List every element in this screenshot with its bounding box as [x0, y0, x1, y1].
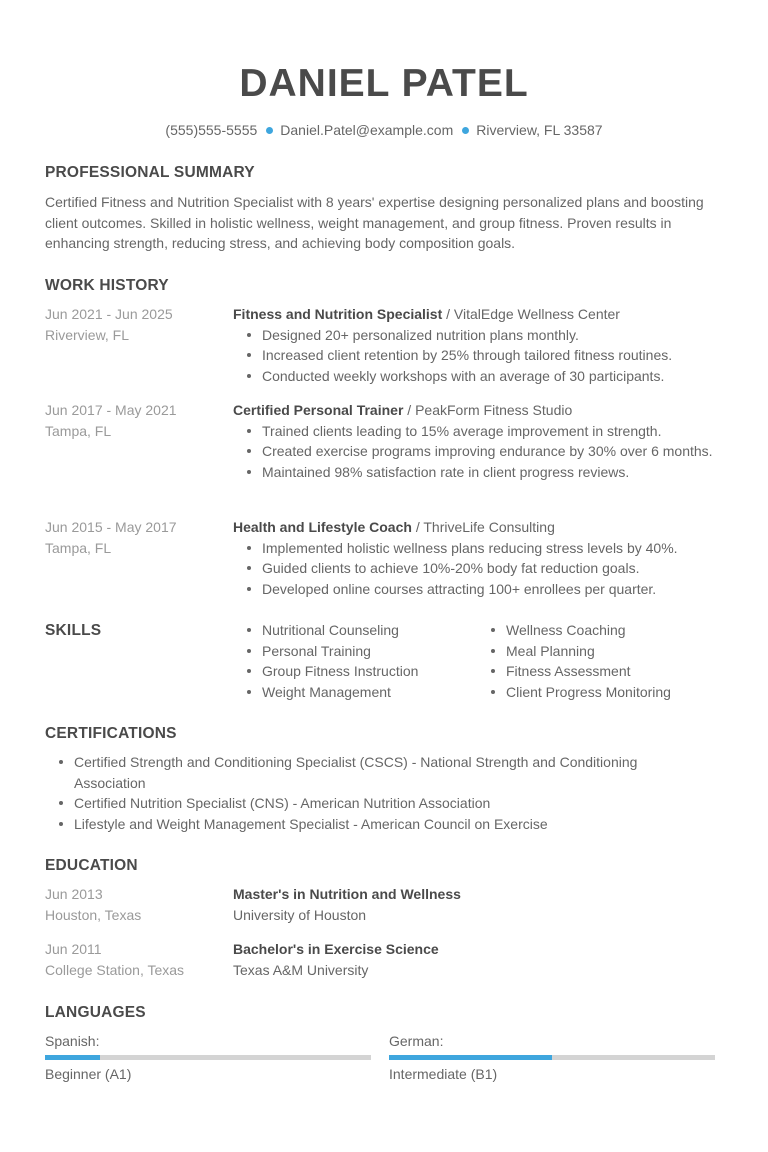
list-item: Created exercise programs improving endurance by 30% over 6 months. [262, 441, 723, 462]
job-meta [45, 517, 225, 558]
job-title [233, 400, 723, 421]
education-meta [45, 939, 225, 980]
skill-item: Wellness Coaching [506, 620, 707, 641]
job-company: / PeakForm Fitness Studio [403, 402, 573, 418]
job-company: / ThriveLife Consulting [411, 519, 555, 535]
list-item: Guided clients to achieve 10%-20% body fat reduction goals. [262, 558, 723, 579]
job-dates: Jun 2015 - May 2017 [45, 519, 177, 535]
certification-item: Certified Nutrition Specialist (CNS) - American Nutrition Association [74, 793, 705, 814]
job-dates: Jun 2021 - Jun 2025 [45, 306, 173, 322]
list-item: Designed 20+ personalized nutrition plans monthly. [262, 325, 723, 346]
skills-column-1 [233, 620, 463, 702]
education-degree: Master's in Nutrition and Wellness [233, 886, 461, 902]
summary-text: Certified Fitness and Nutrition Specialist with 8 years' expertise designing personalized plans and boosting client outcomes. Skilled in holistic wellness, weight management, and group fitness. Proven results in enhancing strength, reducing stress, and achieving body composition goals. [45, 194, 704, 251]
job-bullets [233, 421, 723, 483]
list-item: Developed online courses attracting 100+ enrollees per quarter. [262, 579, 723, 600]
education-school: Texas A&M University [233, 961, 369, 978]
job-position: Health and Lifestyle Coach [233, 519, 412, 535]
skills-column-2 [477, 620, 707, 702]
job-dates: Jun 2017 - May 2021 [45, 402, 177, 418]
separator-dot-icon [266, 127, 273, 134]
education-location: College Station, Texas [45, 961, 185, 978]
skill-item: Weight Management [262, 682, 463, 703]
section-title-languages: LANGUAGES [45, 1004, 146, 1021]
certification-item: Certified Strength and Conditioning Specialist (CSCS) - National Strength and Conditioning Association [74, 752, 705, 793]
education-school: University of Houston [233, 906, 367, 923]
job-title [233, 304, 723, 325]
language-name: Spanish: [45, 1033, 100, 1049]
skill-item: Client Progress Monitoring [506, 682, 707, 703]
certification-item: Lifestyle and Weight Management Specialist - American Council on Exercise [74, 814, 705, 835]
list-item: Implemented holistic wellness plans reducing stress levels by 40%. [262, 538, 723, 559]
language-spanish [45, 1031, 371, 1084]
phone: (555)555-5555 [165, 122, 258, 138]
job-title [233, 517, 723, 538]
section-title-skills: SKILLS [45, 622, 102, 639]
proficiency-bar [389, 1055, 715, 1060]
job-position: Fitness and Nutrition Specialist [233, 306, 443, 322]
education-details [233, 939, 723, 980]
proficiency-fill [45, 1055, 100, 1060]
separator-dot-icon [462, 127, 469, 134]
list-item: Increased client retention by 25% through tailored fitness routines. [262, 345, 723, 366]
education-location: Houston, Texas [45, 906, 142, 923]
skill-item: Fitness Assessment [506, 661, 707, 682]
job-details [233, 400, 723, 482]
section-title-summary: PROFESSIONAL SUMMARY [45, 164, 255, 181]
language-german [389, 1031, 715, 1084]
education-meta [45, 884, 225, 925]
skill-item: Personal Training [262, 641, 463, 662]
language-level: Beginner (A1) [45, 1066, 132, 1082]
job-location: Tampa, FL [45, 422, 112, 439]
proficiency-fill [389, 1055, 552, 1060]
list-item: Conducted weekly workshops with an average of 30 participants. [262, 366, 723, 387]
language-level: Intermediate (B1) [389, 1066, 498, 1082]
skill-item: Meal Planning [506, 641, 707, 662]
education-details [233, 884, 723, 925]
certification-list [45, 752, 705, 834]
skill-item: Nutritional Counseling [262, 620, 463, 641]
job-details [233, 517, 723, 599]
education-date: Jun 2013 [45, 886, 103, 902]
section-title-work: WORK HISTORY [45, 277, 169, 294]
job-position: Certified Personal Trainer [233, 402, 404, 418]
skill-item: Group Fitness Instruction [262, 661, 463, 682]
job-company: / VitalEdge Wellness Center [442, 306, 620, 322]
email: Daniel.Patel@example.com [280, 122, 454, 138]
contact-line [0, 122, 768, 138]
job-bullets [233, 325, 723, 387]
list-item: Trained clients leading to 15% average improvement in strength. [262, 421, 723, 442]
location: Riverview, FL 33587 [476, 122, 603, 138]
job-meta [45, 400, 225, 441]
language-name: German: [389, 1033, 444, 1049]
job-bullets [233, 538, 723, 600]
education-degree: Bachelor's in Exercise Science [233, 941, 439, 957]
section-title-certifications: CERTIFICATIONS [45, 725, 177, 742]
list-item: Maintained 98% satisfaction rate in client progress reviews. [262, 462, 723, 483]
job-details [233, 304, 723, 386]
job-location: Riverview, FL [45, 326, 130, 343]
candidate-name: DANIEL PATEL [239, 62, 529, 105]
education-date: Jun 2011 [45, 941, 102, 957]
job-meta [45, 304, 225, 345]
proficiency-bar [45, 1055, 371, 1060]
job-location: Tampa, FL [45, 539, 112, 556]
section-title-education: EDUCATION [45, 857, 138, 874]
